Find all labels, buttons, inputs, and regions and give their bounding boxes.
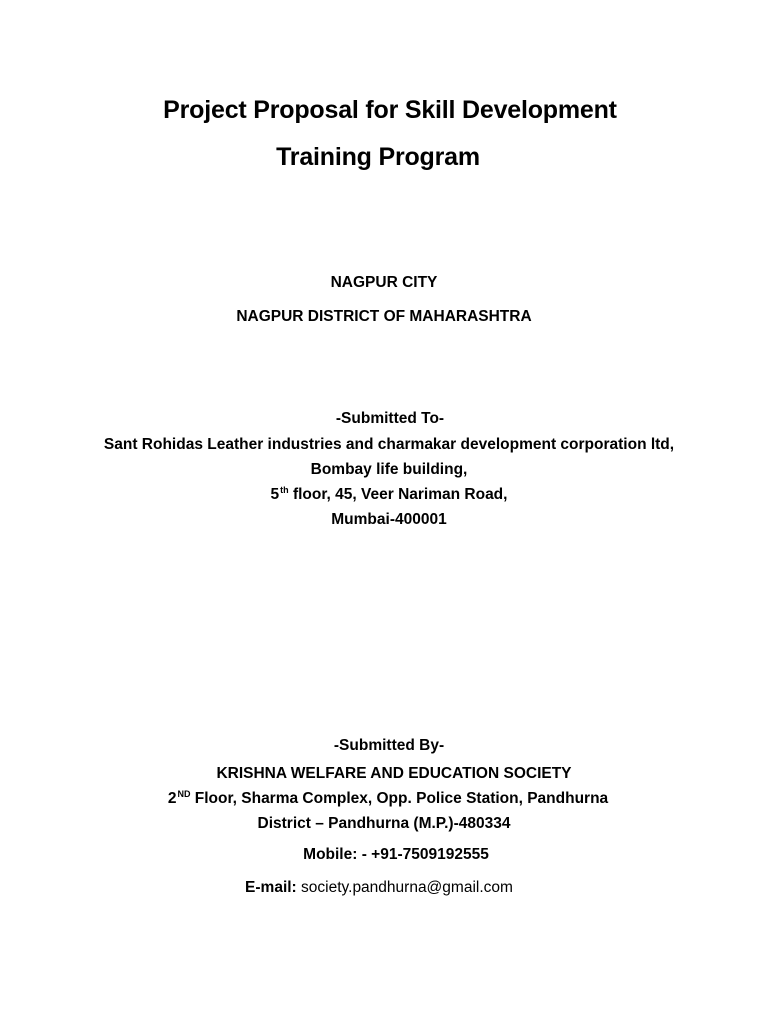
submitted-by-email — [0, 879, 763, 897]
submitted-to-building: Bombay life building, — [310, 461, 468, 478]
floor-number: 5 — [270, 486, 280, 503]
address-rest: Floor, Sharma Complex, Opp. Police Station, Pandhurna — [190, 790, 609, 807]
submitted-to-organization: Sant Rohidas Leather industries and charmakar development corporation ltd, — [103, 436, 675, 453]
title-line-1: Project Proposal for Skill Development — [163, 96, 617, 124]
submitted-by-organization: KRISHNA WELFARE AND EDUCATION SOCIETY — [216, 765, 572, 782]
submitted-by-heading: -Submitted By- — [333, 737, 445, 754]
submitted-to-city: Mumbai-400001 — [331, 511, 447, 528]
submitted-to-address — [5, 486, 768, 504]
address-rest: floor, 45, Veer Nariman Road, — [288, 486, 508, 503]
location-district: NAGPUR DISTRICT OF MAHARASHTRA — [236, 308, 532, 325]
submitted-by-mobile: Mobile: - +91-7509192555 — [303, 846, 489, 863]
email-value[interactable]: society.pandhurna@gmail.com — [296, 879, 513, 896]
submitted-by-district: District – Pandhurna (M.P.)-480334 — [257, 815, 511, 832]
email-label: E-mail: — [245, 879, 297, 896]
floor-superscript: ND — [177, 789, 191, 799]
floor-superscript: th — [280, 485, 289, 495]
location-city: NAGPUR CITY — [330, 274, 438, 291]
floor-number: 2 — [167, 790, 177, 807]
submitted-by-address — [4, 790, 768, 808]
submitted-to-heading: -Submitted To- — [335, 410, 445, 427]
title-line-2: Training Program — [276, 143, 480, 171]
